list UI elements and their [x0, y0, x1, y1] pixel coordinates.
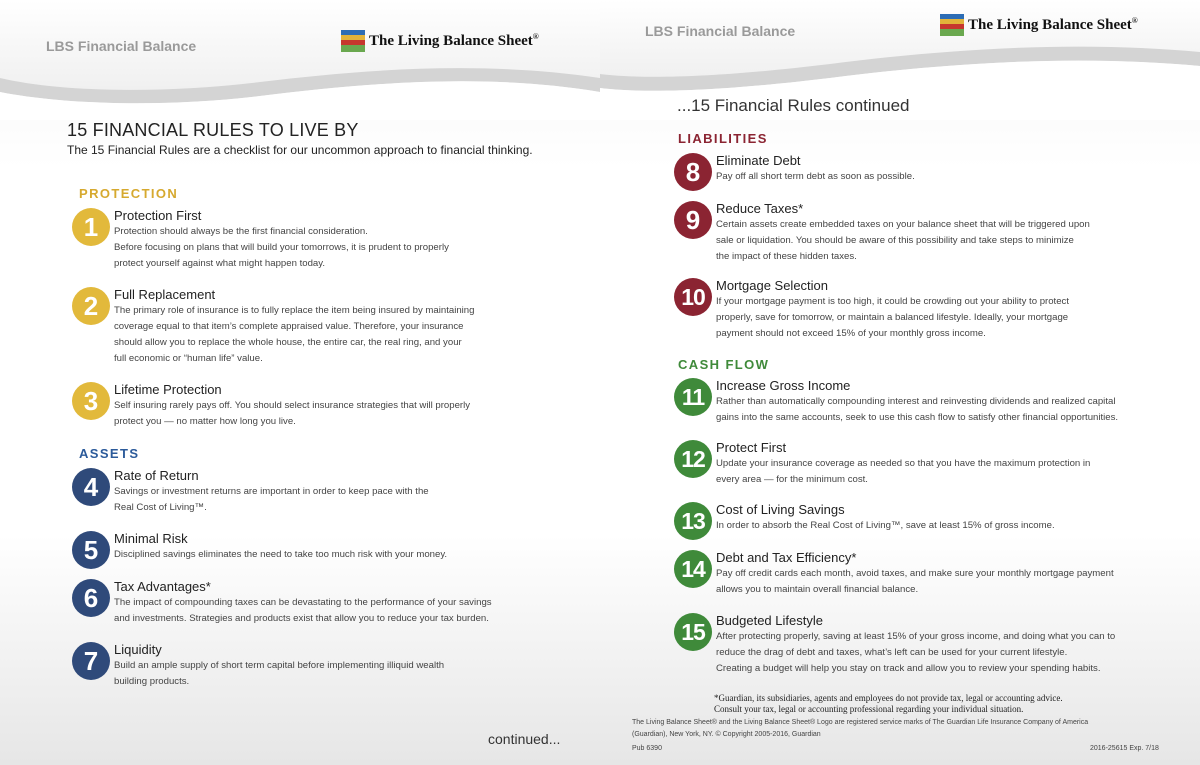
- section-protection: PROTECTION: [79, 186, 179, 201]
- rule-title: Mortgage Selection: [716, 278, 829, 293]
- rule-description: Savings or investment returns are important in order to keep pace with the Real Cost of Living™.: [114, 486, 429, 513]
- rule-number-badge: 3: [72, 382, 110, 420]
- rule-number-badge: 8: [674, 153, 712, 191]
- rule-title: Lifetime Protection: [114, 382, 222, 397]
- header-wave: [0, 0, 600, 120]
- rule-title: Budgeted Lifestyle: [716, 613, 823, 628]
- rule-title: Protection First: [114, 208, 202, 223]
- logo-text: The Living Balance Sheet®: [968, 16, 1138, 33]
- right-page: [600, 0, 1200, 765]
- legal-notice: The Living Balance Sheet® and the Living Balance Sheet® Logo are registered service marks of The Guardian Life Insurance Company of America (Guardian), New York, NY. © Copyright 2005-2016, Guardian: [632, 719, 1089, 738]
- continued-label: continued...: [488, 731, 561, 747]
- rule-title: Full Replacement: [114, 287, 216, 302]
- section-liabilities: LIABILITIES: [678, 131, 768, 146]
- rule-description: In order to absorb the Real Cost of Living™, save at least 15% of gross income.: [716, 520, 1055, 531]
- publication-number: Pub 6390: [632, 745, 662, 752]
- rule-description: Protection should always be the first financial consideration. Before focusing on plans that will build your tomorrows, it is prudent to properly protect yourself against what might happen today.: [114, 226, 449, 269]
- rule-number-badge: 12: [674, 440, 712, 478]
- rule-number-badge: 4: [72, 468, 110, 506]
- rule-description: Pay off all short term debt as soon as possible.: [716, 171, 915, 182]
- rule-description: The primary role of insurance is to fully replace the item being insured by maintaining coverage equal to that item’s complete appraised value. Therefore, your insurance should allow you to replace the whole house, the entire car, the real ring, and your full economic or “human life” value.: [114, 305, 475, 364]
- rule-description: Build an ample supply of short term capital before implementing illiquid wealth building products.: [114, 660, 445, 687]
- section-cash-flow: CASH FLOW: [678, 357, 770, 372]
- rule-title: Rate of Return: [114, 468, 199, 483]
- logo-flag-icon: [940, 14, 964, 36]
- rule-title: Debt and Tax Efficiency*: [716, 550, 857, 565]
- rule-number-badge: 13: [674, 502, 712, 540]
- rule-description: Self insuring rarely pays off. You should select insurance strategies that will properly protect you — no matter how long you live.: [114, 400, 471, 427]
- rule-title: Eliminate Debt: [716, 153, 801, 168]
- section-assets: ASSETS: [79, 446, 140, 461]
- rule-number-badge: 6: [72, 579, 110, 617]
- rule-number-badge: 14: [674, 550, 712, 588]
- rule-title: Reduce Taxes*: [716, 201, 804, 216]
- rule-description: The impact of compounding taxes can be devastating to the performance of your savings and investments. Strategies and products exist that allow you to reduce your tax burden.: [114, 597, 492, 624]
- rule-number-badge: 2: [72, 287, 110, 325]
- logo-text: The Living Balance Sheet®: [369, 32, 539, 49]
- rule-description: After protecting properly, saving at least 15% of your gross income, and doing what you can to reduce the drag of debt and taxes, what’s left can be used for your current lifestyle. Creating a budget will help you stay on track and allow you to review your spending habits.: [716, 631, 1116, 674]
- rule-number-badge: 10: [674, 278, 712, 316]
- rule-description: Update your insurance coverage as needed so that you have the maximum protection in every area — for the minimum cost.: [716, 458, 1091, 485]
- rule-description: Pay off credit cards each month, avoid taxes, and make sure your monthly mortgage payment allows you to maintain overall financial balance.: [716, 568, 1114, 595]
- rule-description: Certain assets create embedded taxes on your balance sheet that will be triggered upon sale or liquidation. You should be aware of this possibility and take steps to minimize the impact of these hidden taxes.: [716, 219, 1090, 262]
- rule-title: Minimal Risk: [114, 531, 188, 546]
- expiration-code: 2016-25615 Exp. 7/18: [1090, 745, 1159, 752]
- rule-title: Increase Gross Income: [716, 378, 851, 393]
- page-title: ...15 Financial Rules continued: [677, 96, 910, 115]
- page-subtitle: The 15 Financial Rules are a checklist for our uncommon approach to financial thinking.: [67, 143, 533, 157]
- tax-advice-footnote: *Guardian, its subsidiaries, agents and employees do not provide tax, legal or accounting advice. Consult your tax, legal or accounting professional regarding your individual situation.: [714, 693, 1063, 714]
- rule-number-badge: 9: [674, 201, 712, 239]
- rule-title: Cost of Living Savings: [716, 502, 845, 517]
- rule-number-badge: 7: [72, 642, 110, 680]
- rule-number-badge: 1: [72, 208, 110, 246]
- rule-title: Tax Advantages*: [114, 579, 211, 594]
- logo-flag-icon: [341, 30, 365, 52]
- rule-title: Protect First: [716, 440, 787, 455]
- logo: [341, 30, 539, 52]
- header-title: LBS Financial Balance: [46, 38, 197, 54]
- rule-description: Disciplined savings eliminates the need to take too much risk with your money.: [114, 549, 448, 560]
- rule-number-badge: 11: [674, 378, 712, 416]
- logo: [940, 14, 1138, 36]
- rule-number-badge: 15: [674, 613, 712, 651]
- header-title: LBS Financial Balance: [645, 23, 796, 39]
- rule-number-badge: 5: [72, 531, 110, 569]
- page-title: 15 FINANCIAL RULES TO LIVE BY: [67, 120, 359, 140]
- rule-description: Rather than automatically compounding interest and reinvesting dividends and realized capital gains into the same accounts, seek to use this cash flow to satisfy other financial opportunities.: [716, 396, 1119, 423]
- rule-title: Liquidity: [114, 642, 162, 657]
- rule-description: If your mortgage payment is too high, it could be crowding out your ability to protect properly, save for tomorrow, or maintain a balanced lifestyle. Ideally, your mortgage payment should not exceed 15% of your monthly gross income.: [716, 296, 1070, 339]
